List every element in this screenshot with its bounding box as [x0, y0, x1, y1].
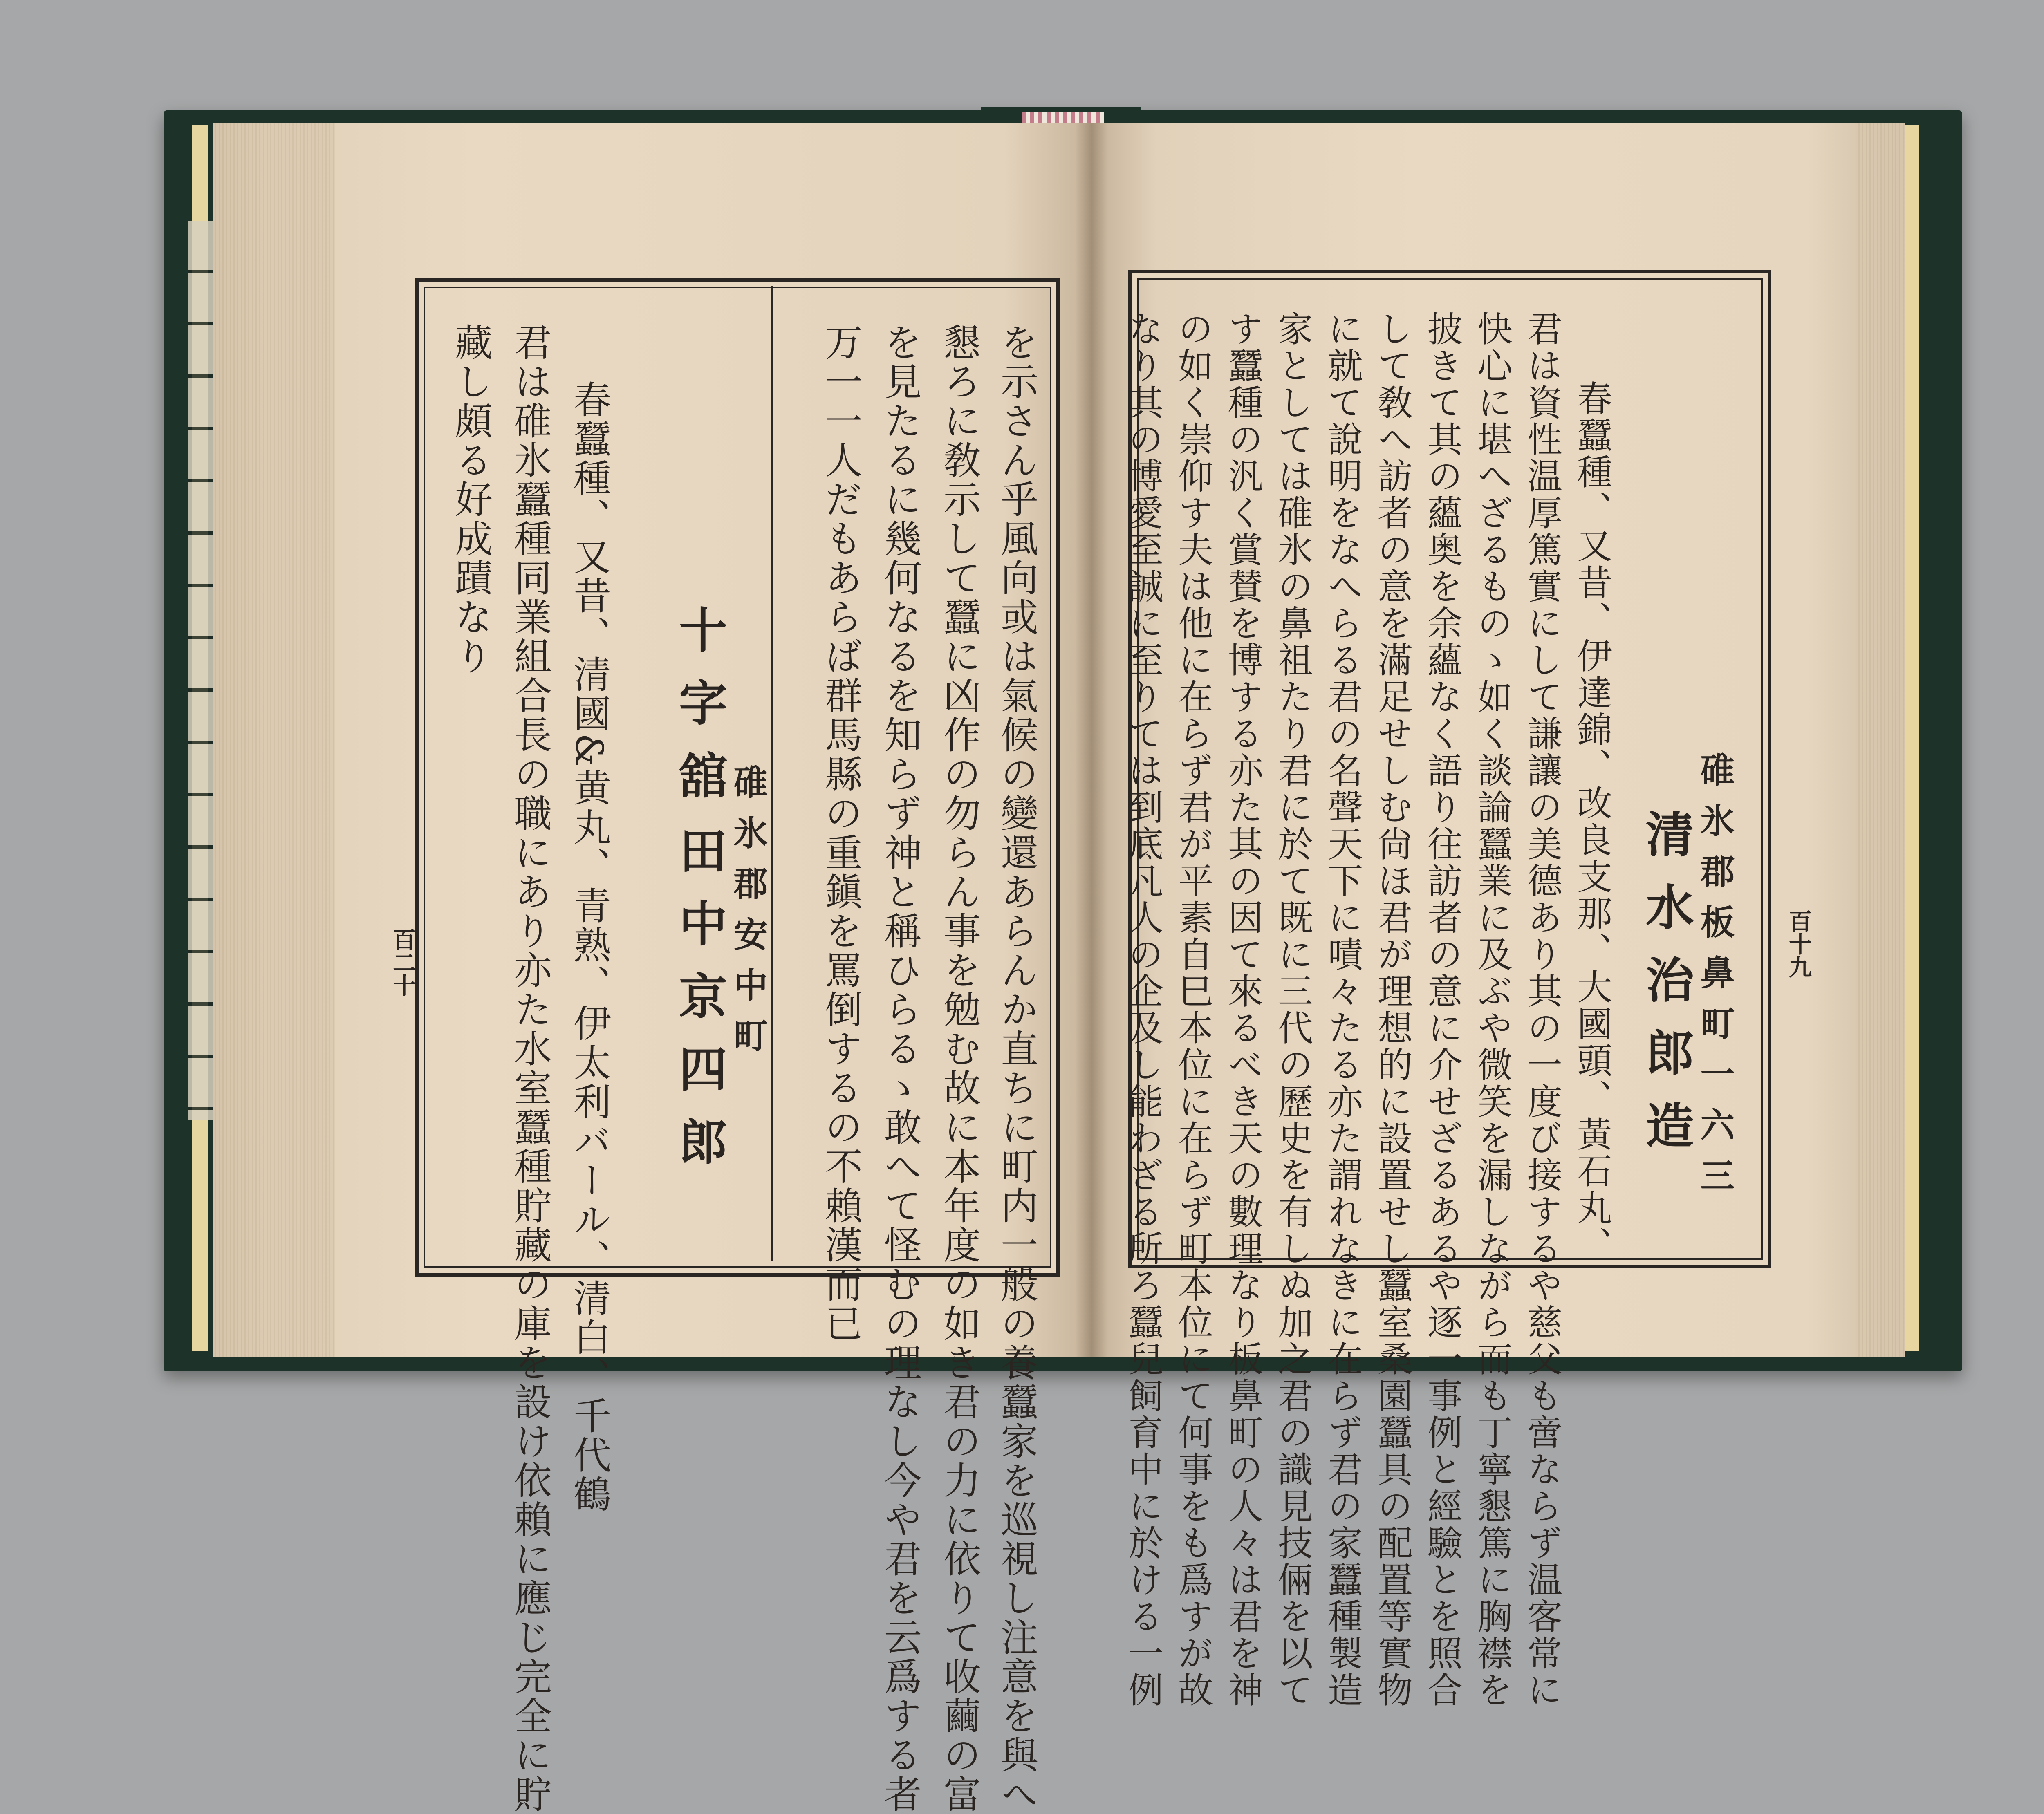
advert-line: 君は碓氷蠶種同業組合長の職にあり亦た水室蠶種貯藏の庫を設け依賴に應じ完全に貯	[508, 323, 552, 1814]
page-tabs-strip	[188, 221, 213, 1120]
right-body-line: して敎へ訪者の意を滿足せしむ尙ほ君が理想的に設置せし蠶室桑園蠶具の配置等實物	[1372, 311, 1412, 1709]
right-body-line: の如く崇仰す夫は他に在らず君が平素自巳本位に在らず町本位にて何事をも爲すが故	[1172, 311, 1213, 1709]
fore-edge-right	[1856, 123, 1905, 1357]
left-body-line: を見たるに幾何なるを知らず神と稱ひらるゝ敢へて怪むの理なし今や君を云爲する者	[878, 323, 922, 1814]
entry-name: 清水治郎造	[1638, 809, 1694, 1173]
right-body-line: 家としては碓氷の鼻祖たり君に於て既に三代の歷史を有しぬ加之君の識見技倆を以て	[1272, 311, 1313, 1709]
right-body-line: 快心に堪へざるものゝ如く談論蠶業に及ぶや微笑を漏しながら而も丁寧懇篤に胸襟を	[1471, 311, 1512, 1709]
advert-name: 田中京四郎	[671, 826, 728, 1189]
right-body-line: す蠶種の汎く賞賛を博する亦た其の因て來るべき天の數理なり板鼻町の人々は君を神	[1222, 311, 1263, 1709]
left-body-line: 懇ろに敎示して蠶に凶作の勿らん事を勉む故に本年度の如き君の力に依りて收繭の富	[937, 323, 981, 1814]
advert-line: 春蠶種、又昔、清國&黄丸、青熟、伊太利バール、清白、千代鶴	[567, 380, 611, 1514]
right-body-line: 君は資性温厚篤實にして謙讓の美德あり其の一度び接するや慈父も啻ならず温客常に	[1521, 311, 1562, 1709]
page-number-right: 百十九	[1785, 909, 1812, 978]
left-body-line: 万一一人だもあらば群馬縣の重鎭を罵倒するの不賴漢而已	[819, 323, 863, 1343]
fore-edge-left	[213, 123, 335, 1357]
left-body-line: を示さん乎風向或は氣候の變還あらんか直ちに町内一般の養蠶家を巡視し注意を與へ	[995, 323, 1038, 1814]
advert-address: 碓氷郡安中町	[728, 764, 769, 1068]
entry-address: 碓氷郡板鼻町一六三	[1695, 752, 1735, 1208]
advert-shop: 十字舘	[671, 605, 728, 823]
right-body-line: 披きて其の蘊奥を余蘊なく語り往訪者の意に介せざるあるや逐一事例と經驗とを照合	[1421, 311, 1462, 1709]
right-body-line: 春蠶種、又昔、伊達錦、改良支那、大國頭、黃石丸、	[1571, 380, 1612, 1263]
right-body-line: なり其の博愛至誠に至りては到底凡人の企及し能わざる所ろ蠶兒飼育中に於ける一例	[1122, 311, 1163, 1709]
page-number-left: 百二十	[389, 928, 416, 997]
book-gutter	[1075, 123, 1108, 1357]
right-body-line: に就て說明をなへらる君の名聲天下に嘖々たる亦た謂れなきに在らず君の家蠶種製造	[1322, 311, 1363, 1709]
advert-line: 藏し頗る好成蹟なり	[449, 323, 493, 676]
